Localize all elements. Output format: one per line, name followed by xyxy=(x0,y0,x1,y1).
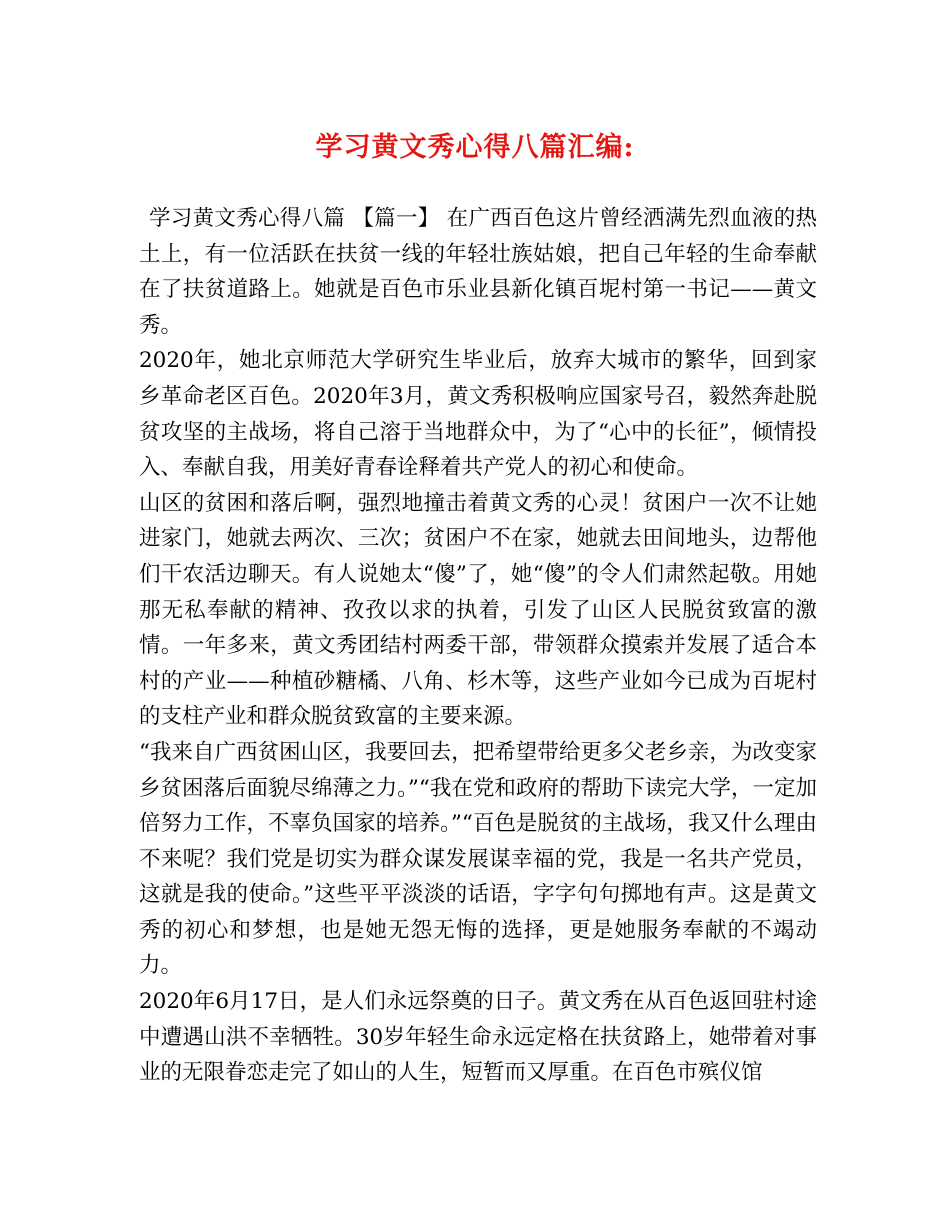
paragraph-1: 学习黄文秀心得八篇 【篇一】 在广西百色这片曾经洒满先烈血液的热土上，有一位活跃在扶贫一线的年轻壮族姑娘，把自己年轻的生命奉献在了扶贫道路上。她就是百色市乐业县新化镇百坭村第一书记——黄文秀。 xyxy=(139,206,817,338)
paragraph-4: “我来自广西贫困山区，我要回去，把希望带给更多父老乡亲，为改变家乡贫困落后面貌尽绵薄之力。”“我在党和政府的帮助下读完大学，一定加倍努力工作，不辜负国家的培养。”“百色是脱贫的主战场，我又什么理由不来呢？我们党是切实为群众谋发展谋幸福的党，我是一名共产党员，这就是我的使命。”这些平平淡淡的话语，字字句句掷地有声。这是黄文秀的初心和梦想，也是她无怨无悔的选择，更是她服务奉献的不竭动力。 xyxy=(139,739,817,979)
paragraph-5: 2020年6月17日，是人们永远祭奠的日子。黄文秀在从百色返回驻村途中遭遇山洪不幸牺牲。30岁年轻生命永远定格在扶贫路上，她带着对事业的无限眷恋走完了如山的人生，短暂而又厚重。在百色市殡仪馆 xyxy=(139,989,817,1086)
document-body xyxy=(139,201,817,1091)
document-title: 学习黄文秀心得八篇汇编: xyxy=(315,132,635,163)
paragraph-3: 山区的贫困和落后啊，强烈地撞击着黄文秀的心灵！贫困户一次不让她进家门，她就去两次、三次；贫困户不在家，她就去田间地头，边帮他们干农活边聊天。有人说她太“傻”了，她“傻”的令人们肃然起敬。用她那无私奉献的精神、孜孜以求的执着，引发了山区人民脱贫致富的激情。一年多来，黄文秀团结村两委干部，带领群众摸索并发展了适合本村的产业——种植砂糖橘、八角、杉木等，这些产业如今已成为百坭村的支柱产业和群众脱贫致富的主要来源。 xyxy=(139,490,817,730)
paragraph-2: 2020年，她北京师范大学研究生毕业后，放弃大城市的繁华，回到家乡革命老区百色。2020年3月，黄文秀积极响应国家号召，毅然奔赴脱贫攻坚的主战场，将自己溶于当地群众中，为了“心中的长征”，倾情投入、奉献自我，用美好青春诠释着共产党人的初心和使命。 xyxy=(139,348,817,481)
